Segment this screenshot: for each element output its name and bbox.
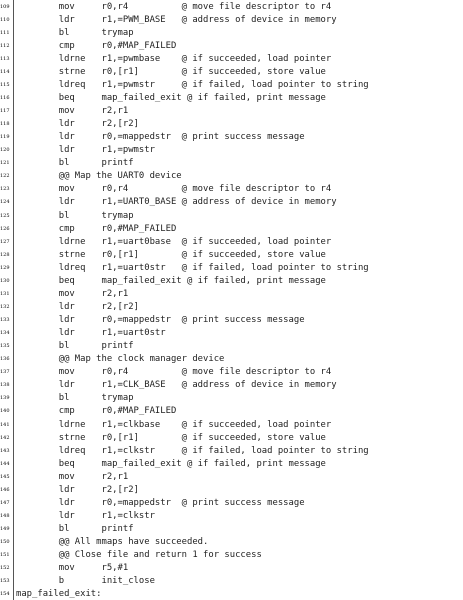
code-text: ldr r0,=mappedstr @ print success message xyxy=(16,132,305,143)
code-line xyxy=(0,1,463,14)
code-text: @@ Map the UART0 device xyxy=(16,171,182,182)
code-text: ldreq r1,=clkstr @ if failed, load pointer to string xyxy=(16,445,369,456)
code-line xyxy=(0,118,463,131)
line-number: 121 xyxy=(0,160,10,167)
line-number: 128 xyxy=(0,251,10,258)
code-text: beq map_failed_exit @ if failed, print message xyxy=(16,458,326,469)
code-text: ldr r2,[r2] xyxy=(16,301,139,312)
code-text: mov r2,r1 xyxy=(16,288,129,299)
code-line xyxy=(0,562,463,575)
line-number: 113 xyxy=(0,55,10,62)
code-text: beq map_failed_exit @ if failed, print message xyxy=(16,92,326,103)
line-number: 147 xyxy=(0,499,10,506)
code-text: cmp r0,#MAP_FAILED xyxy=(16,223,177,234)
line-number: 114 xyxy=(0,68,10,75)
line-number: 117 xyxy=(0,108,10,114)
line-number: 144 xyxy=(0,460,10,467)
line-number: 142 xyxy=(0,434,10,441)
line-number: 146 xyxy=(0,486,10,493)
code-text: strne r0,[r1] @ if succeeded, store value xyxy=(16,249,326,260)
code-line xyxy=(0,262,463,275)
code-line xyxy=(0,353,463,366)
line-number: 150 xyxy=(0,539,10,546)
line-number: 134 xyxy=(0,330,10,337)
code-line xyxy=(0,14,463,27)
code-line xyxy=(0,536,463,549)
code-line xyxy=(0,40,463,53)
code-text: ldrne r1,=uart0base @ if succeeded, load pointer xyxy=(16,236,332,247)
code-text: ldr r0,=mappedstr @ print success message xyxy=(16,497,305,508)
code-text: map_failed_exit: xyxy=(16,589,102,600)
code-line xyxy=(0,445,463,458)
code-text: ldr r2,[r2] xyxy=(16,119,139,130)
code-text: cmp r0,#MAP_FAILED xyxy=(16,40,177,51)
code-text: ldr r1,=UART0_BASE @ address of device in memory xyxy=(16,197,337,208)
code-line xyxy=(0,157,463,170)
code-line xyxy=(0,223,463,236)
line-number: 125 xyxy=(0,212,10,219)
code-line xyxy=(0,379,463,392)
code-line xyxy=(0,575,463,588)
line-number: 139 xyxy=(0,395,10,402)
line-number: 149 xyxy=(0,526,10,532)
code-line xyxy=(0,419,463,432)
code-text: bl printf xyxy=(16,341,134,352)
code-line xyxy=(0,327,463,340)
code-text: bl trymap xyxy=(16,27,134,38)
code-text: @@ Close file and return 1 for success xyxy=(16,550,262,561)
code-line xyxy=(0,484,463,497)
code-line xyxy=(0,249,463,262)
line-number: 115 xyxy=(0,81,10,88)
code-text: bl printf xyxy=(16,524,134,534)
code-line xyxy=(0,27,463,40)
code-text: ldr r0,=mappedstr @ print success message xyxy=(16,315,305,325)
code-line xyxy=(0,170,463,183)
code-line xyxy=(0,588,463,600)
code-line xyxy=(0,105,463,118)
code-line xyxy=(0,79,463,92)
code-line xyxy=(0,471,463,484)
code-text: ldr r1,=uart0str xyxy=(16,328,166,339)
line-number: 143 xyxy=(0,447,10,454)
line-number: 112 xyxy=(0,42,10,49)
line-number: 153 xyxy=(0,578,10,585)
code-text: cmp r0,#MAP_FAILED xyxy=(16,406,177,417)
code-line xyxy=(0,523,463,536)
line-number: 148 xyxy=(0,512,10,519)
code-text: @@ Map the clock manager device xyxy=(16,354,225,365)
code-line xyxy=(0,210,463,223)
code-text: mov r0,r4 @ move file descriptor to r4 xyxy=(16,1,332,12)
code-text: ldr r1,=clkstr xyxy=(16,510,155,521)
line-number: 111 xyxy=(0,29,10,36)
code-text: ldr r1,=PWM_BASE @ address of device in memory xyxy=(16,14,337,25)
line-number: 136 xyxy=(0,356,10,363)
line-number: 151 xyxy=(0,552,10,559)
line-number: 124 xyxy=(0,199,10,206)
code-line xyxy=(0,392,463,405)
line-number: 122 xyxy=(0,173,10,180)
line-number: 126 xyxy=(0,225,10,232)
code-line xyxy=(0,288,463,301)
code-text: beq map_failed_exit @ if failed, print message xyxy=(16,275,326,286)
code-text: ldr r1,=CLK_BASE @ address of device in memory xyxy=(16,380,337,391)
line-number: 145 xyxy=(0,473,10,480)
code-line xyxy=(0,405,463,418)
code-line xyxy=(0,196,463,209)
code-line xyxy=(0,301,463,314)
line-number: 152 xyxy=(0,565,10,572)
code-text: mov r0,r4 @ move file descriptor to r4 xyxy=(16,184,332,195)
code-line xyxy=(0,275,463,288)
line-number: 110 xyxy=(0,16,10,23)
code-text: ldreq r1,=pwmstr @ if failed, load pointer to string xyxy=(16,79,369,90)
code-text: bl trymap xyxy=(16,210,134,221)
code-line xyxy=(0,66,463,79)
line-number: 137 xyxy=(0,369,10,376)
code-text: mov r5,#1 xyxy=(16,563,129,574)
code-line xyxy=(0,183,463,196)
line-number: 140 xyxy=(0,408,10,415)
code-line xyxy=(0,366,463,379)
code-line xyxy=(0,458,463,471)
code-text: ldrne r1,=clkbase @ if succeeded, load pointer xyxy=(16,419,332,430)
code-line xyxy=(0,510,463,523)
line-number: 131 xyxy=(0,290,10,297)
code-line xyxy=(0,432,463,445)
code-line xyxy=(0,131,463,144)
code-text: mov r0,r4 @ move file descriptor to r4 xyxy=(16,367,332,378)
code-line xyxy=(0,314,463,327)
code-text: @@ All mmaps have succeeded. xyxy=(16,537,209,548)
line-number: 130 xyxy=(0,277,10,284)
code-lines xyxy=(0,1,463,600)
code-text: ldreq r1,=uart0str @ if failed, load pointer to string xyxy=(16,262,369,273)
line-number: 135 xyxy=(0,343,10,350)
code-text: bl trymap xyxy=(16,393,134,404)
line-number: 154 xyxy=(0,591,10,598)
line-number: 127 xyxy=(0,238,10,245)
code-text: ldr r1,=pwmstr xyxy=(16,145,155,156)
code-line xyxy=(0,92,463,105)
line-number: 138 xyxy=(0,382,10,389)
code-line xyxy=(0,497,463,510)
code-line xyxy=(0,236,463,249)
code-text: strne r0,[r1] @ if succeeded, store value xyxy=(16,66,326,77)
line-number: 129 xyxy=(0,264,10,271)
code-line xyxy=(0,549,463,562)
code-line xyxy=(0,53,463,66)
line-number: 133 xyxy=(0,317,10,323)
line-number: 123 xyxy=(0,186,10,193)
line-number: 120 xyxy=(0,147,10,154)
code-text: bl printf xyxy=(16,158,134,169)
line-number: 116 xyxy=(0,94,10,101)
line-number: 141 xyxy=(0,421,10,428)
code-line xyxy=(0,144,463,157)
line-number: 132 xyxy=(0,303,10,310)
code-text: strne r0,[r1] @ if succeeded, store value xyxy=(16,432,326,443)
code-text: b init_close xyxy=(16,576,155,587)
line-number: 119 xyxy=(0,134,10,141)
code-text: ldrne r1,=pwmbase @ if succeeded, load pointer xyxy=(16,53,332,64)
code-text: mov r2,r1 xyxy=(16,106,129,116)
line-number: 118 xyxy=(0,121,10,128)
line-number: 109 xyxy=(0,3,10,10)
code-text: ldr r2,[r2] xyxy=(16,484,139,495)
code-line xyxy=(0,340,463,353)
code-text: mov r2,r1 xyxy=(16,471,129,482)
